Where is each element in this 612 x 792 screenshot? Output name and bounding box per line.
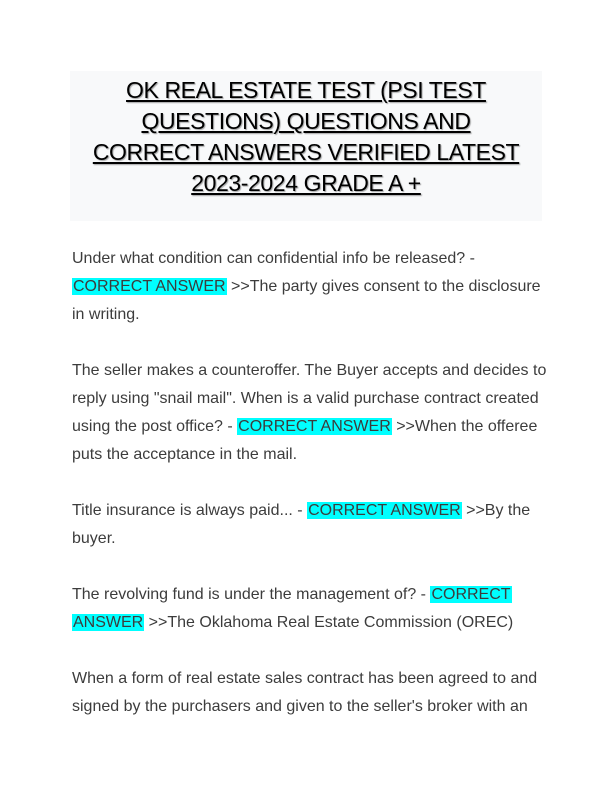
- qa-item: [72, 357, 547, 469]
- answer-text: >>The Oklahoma Real Estate Commission (OREC): [144, 614, 514, 631]
- question-text: Under what condition can confidential info be released? -: [72, 250, 475, 267]
- qa-item: [72, 245, 547, 329]
- title-line-2: QUESTIONS) QUESTIONS AND: [141, 108, 471, 134]
- answer-text: >>By the buyer.: [72, 502, 531, 547]
- qa-list: [72, 245, 547, 749]
- correct-answer-label: CORRECT ANSWER: [238, 418, 391, 435]
- question-text: Title insurance is always paid... -: [72, 502, 308, 519]
- title-box: [70, 71, 542, 221]
- answer-text: >>When the offeree puts the acceptance in the mail.: [72, 418, 538, 463]
- title-line-4: 2023-2024 GRADE A +: [191, 170, 421, 196]
- question-text: When a form of real estate sales contract has been agreed to and signed by the purchasers and given to the seller's broker with an: [72, 670, 538, 715]
- title-line-3: CORRECT ANSWERS VERIFIED LATEST: [92, 139, 520, 165]
- correct-answer-label: CORRECT ANSWER: [73, 278, 226, 295]
- correct-answer-label: CORRECT ANSWER: [308, 502, 461, 519]
- title-line-1: OK REAL ESTATE TEST (PSI TEST: [126, 77, 486, 103]
- qa-item: [72, 581, 547, 637]
- document-title: [70, 75, 542, 199]
- question-text: The seller makes a counteroffer. The Buyer accepts and decides to reply using "snail mail". When is a valid purchase contract created using the post office? -: [72, 362, 547, 435]
- qa-item: [72, 665, 547, 721]
- qa-item: [72, 497, 547, 553]
- answer-text: >>The party gives consent to the disclosure in writing.: [72, 278, 541, 323]
- question-text: The revolving fund is under the management of? -: [72, 586, 431, 603]
- correct-answer-label-part-1: CORRECT: [431, 586, 511, 603]
- correct-answer-label-part-2: ANSWER: [73, 614, 144, 631]
